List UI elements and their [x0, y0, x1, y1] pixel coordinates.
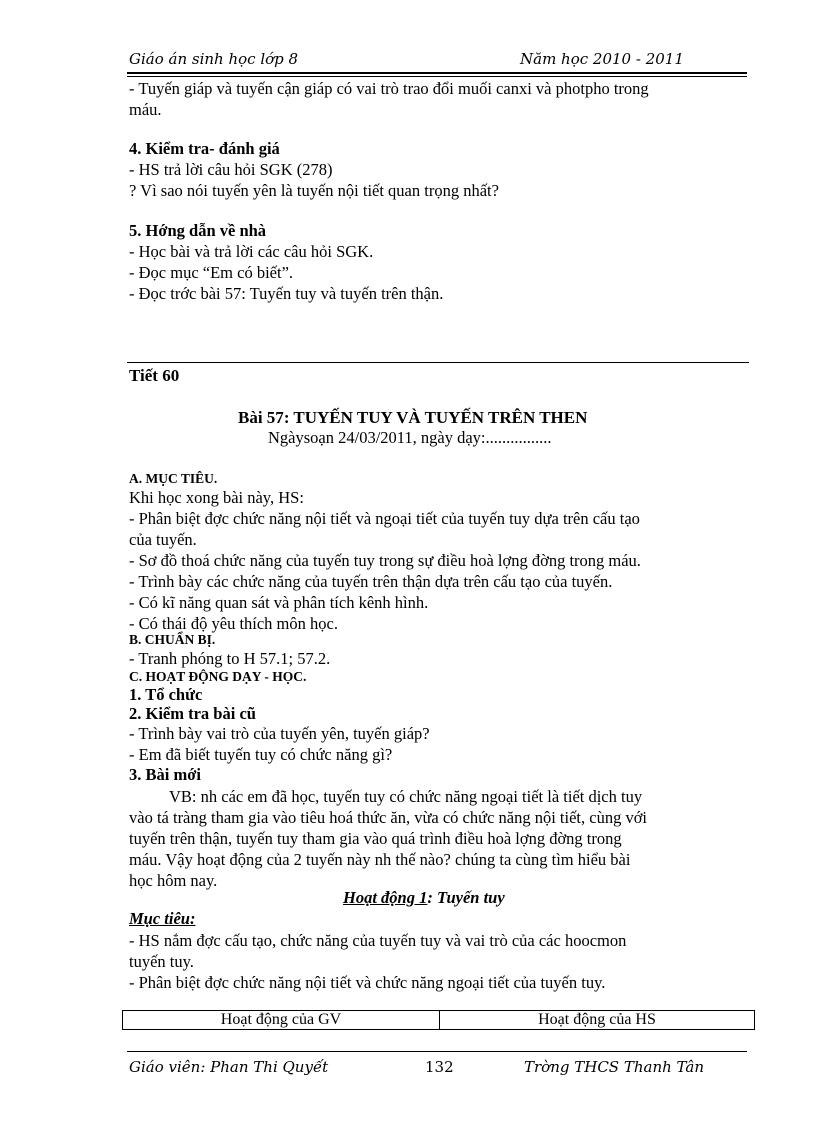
- new-lesson-intro: [129, 786, 746, 891]
- section-c-sub2-line: - Em đã biết tuyến tuy có chức năng gì?: [129, 745, 393, 764]
- section-a: [129, 471, 746, 634]
- section-c-sub1: 1. Tổ chức: [129, 685, 203, 704]
- lesson-title-prefix: Bài 57: [238, 408, 284, 427]
- activity-table-col-hs: Hoạt động của HS: [440, 1011, 755, 1030]
- section-c-title: C. HOẠT ĐỘNG DẠY - HỌC.: [129, 669, 307, 684]
- section-b-title: B. CHUẨN BỊ.: [129, 632, 216, 647]
- section-5-title: 5. Hớng dẫn về nhà: [129, 221, 267, 240]
- section-a-line: - Sơ đồ thoá chức năng của tuyến tuy trong sự điều hoà lợng đờng trong máu.: [129, 551, 641, 570]
- section-a-line: - Trình bày các chức năng của tuyến trên thận dựa trên cấu tạo của tuyến.: [129, 572, 613, 591]
- activity-table-col-gv: Hoạt động của GV: [123, 1011, 440, 1030]
- section-a-line: - Phân biệt đợc chức năng nội tiết và ngoại tiết của tuyến tuy dựa trên cấu tạo: [129, 509, 640, 528]
- section-b: [129, 632, 746, 669]
- section-a-line: Khi học xong bài này, HS:: [129, 488, 304, 507]
- section-5-line: - Học bài và trả lời các câu hỏi SGK.: [129, 242, 374, 261]
- section-c: [129, 669, 746, 784]
- section-5-line: - Đọc trớc bài 57: Tuyến tuy và tuyến trên thận.: [129, 284, 444, 303]
- section-5-line: - Đọc mục “Em có biết”.: [129, 263, 294, 282]
- header-rule-top: [127, 72, 747, 74]
- new-lesson-line: học hôm nay.: [129, 871, 218, 890]
- header-left: Giáo án sinh học lớp 8: [129, 50, 299, 68]
- activity-1-line: - Phân biệt đợc chức năng nội tiết và chức năng ngoại tiết của tuyến tuy.: [129, 973, 606, 992]
- footer-page-number: 132: [425, 1058, 454, 1076]
- lesson-title: [238, 408, 587, 428]
- new-lesson-line: vào tá tràng tham gia vào tiêu hoá thức ăn, vừa có chức năng nội tiết, cùng với: [129, 808, 648, 827]
- activity-1-objective-label: Mục tiêu:: [129, 909, 196, 928]
- new-lesson-line: máu. Vậy hoạt động của 2 tuyến này nh thế nào? chúng ta cùng tìm hiểu bài: [129, 850, 631, 869]
- intro-line: máu.: [129, 100, 162, 119]
- section-4-line: ? Vì sao nói tuyến yên là tuyến nội tiết quan trọng nhất?: [129, 181, 499, 200]
- section-5: [129, 220, 746, 304]
- section-a-line: của tuyến.: [129, 530, 197, 549]
- activity-1-title: [343, 888, 505, 908]
- lesson-date: Ngàysoạn 24/03/2011, ngày dạy:................: [268, 428, 552, 447]
- footer-rule: [127, 1051, 747, 1052]
- footer-teacher: Giáo viên: Phan Thi Quyết: [129, 1058, 329, 1076]
- header-right: Năm học 2010 - 2011: [520, 50, 684, 68]
- activity-1-line: - HS nắm đợc cấu tạo, chức năng của tuyến tuy và vai trò của các hoocmon: [129, 931, 627, 950]
- section-c-sub2-line: - Trình bày vai trò của tuyến yên, tuyến giáp?: [129, 724, 430, 743]
- intro-line: - Tuyến giáp và tuyến cận giáp có vai trò trao đổi muối canxi và photpho trong: [129, 79, 649, 98]
- activity-1-objectives: [129, 930, 746, 993]
- activity-1-title-rest: : Tuyến tuy: [427, 888, 505, 907]
- lesson-title-text: : TUYẾN TUY VÀ TUYẾN TRÊN THEN: [283, 408, 588, 427]
- section-b-line: - Tranh phóng to H 57.1; 57.2.: [129, 649, 331, 668]
- new-lesson-line: VB: nh các em đã học, tuyến tuy có chức năng ngoại tiết là tiết dịch tuy: [169, 787, 643, 806]
- lesson-period: Tiết 60: [129, 366, 180, 385]
- section-4-line: - HS trả lời câu hỏi SGK (278): [129, 160, 333, 179]
- activity-1-title-underlined: Hoạt động 1: [343, 888, 428, 907]
- intro-paragraph: [129, 78, 746, 120]
- section-c-sub3: 3. Bài mới: [129, 765, 201, 784]
- section-a-title: A. MỤC TIÊU.: [129, 471, 218, 486]
- header-rule-bottom: [127, 76, 747, 77]
- activity-table-header-row: [123, 1011, 755, 1030]
- footer-school: Trờng THCS Thanh Tân: [524, 1058, 704, 1076]
- activity-1-line: tuyến tuy.: [129, 952, 194, 971]
- section-a-line: - Có kĩ năng quan sát và phân tích kênh hình.: [129, 593, 429, 612]
- section-divider: [127, 362, 749, 363]
- section-4: [129, 138, 746, 201]
- activity-table: [122, 1010, 755, 1030]
- section-c-sub2: 2. Kiểm tra bài cũ: [129, 704, 256, 723]
- section-4-title: 4. Kiểm tra- đánh giá: [129, 139, 280, 158]
- section-a-line: - Có thái độ yêu thích môn học.: [129, 614, 338, 633]
- new-lesson-line: tuyến trên thận, tuyến tuy tham gia vào quá trình điều hoà lợng đờng trong: [129, 829, 622, 848]
